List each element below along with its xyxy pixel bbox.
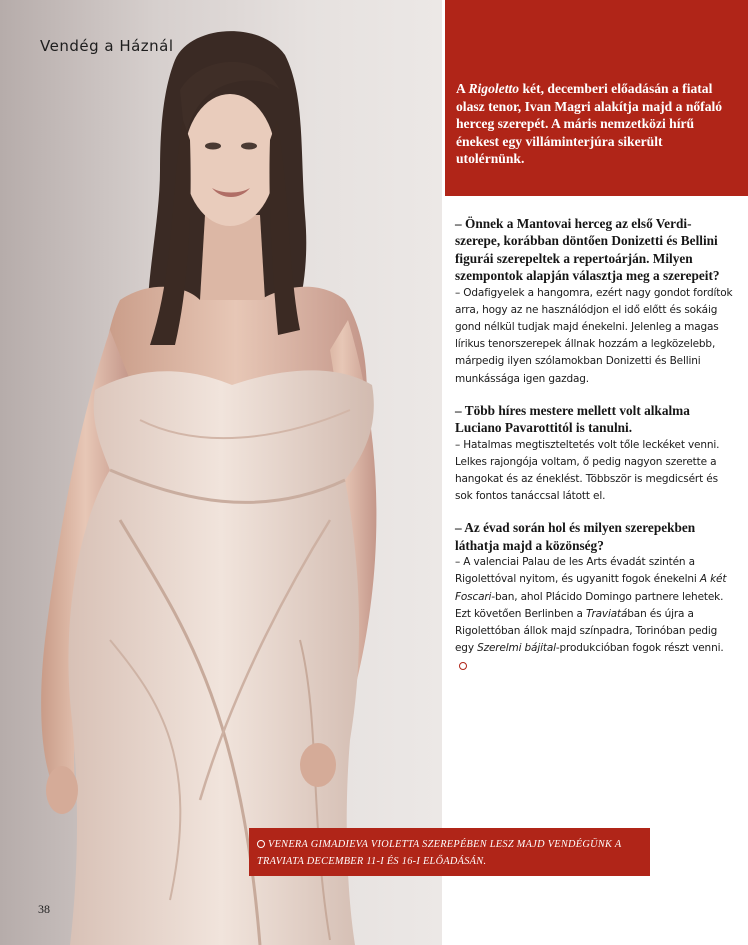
answer: – Odafigyelek a hangomra, ezért nagy gondot fordítok arra, hogy az ne használódjon el idő előtt és sokáig gond nélkül tudjak majd énekelni. Jelenleg a magas lírikus tenorszerepek állnak hozzám a legközelebb, márpedig ilyen szólamokban Donizetti és Bellini munkássága igen gazdag. (455, 286, 733, 385)
intro-text-part: A (456, 81, 469, 96)
answer-text: -ban, ahol Plácido Domingo partnere lehetek. Ezt követően Berlinben a (455, 590, 724, 620)
section-label: Vendég a Háznál (40, 37, 174, 55)
answer-text: ban és újra a Rigolettóban állok majd színpadra, Torinóban pedig egy (455, 607, 718, 655)
end-of-article-icon (459, 662, 467, 670)
interview-block (455, 215, 733, 388)
question: – Több híres mestere mellett volt alkalma Luciano Pavarottitól is tanulni. (455, 402, 690, 436)
eye-left (205, 143, 221, 150)
answer: – Hatalmas megtiszteltetés volt tőle leckéket venni. Lelkes rajongója voltam, ő pedig nagyon szerette a hangokat és az éneklést. Többször is megdicsért és sok fontos tanáccsal látott el. (455, 438, 720, 503)
answer (455, 554, 733, 674)
photo-caption (257, 837, 642, 870)
answer-italic-title: A két Foscari (455, 573, 727, 603)
caption-text: VENERA GIMADIEVA VIOLETTA SZEREPÉBEN LESZ MAJD VENDÉGÜNK A TRAVIATA DECEMBER 11-I ÉS 16-I ELŐADÁSÁN. (257, 839, 622, 867)
page-number: 38 (38, 902, 50, 916)
interview-block (455, 402, 733, 506)
question: – Önnek a Mantovai herceg az első Verdi-szerepe, korábban döntően Donizetti és Bellini figurái szerepeltek a repertoárján. Milyen szempontok alapján választja meg a szerepeit? (455, 216, 720, 284)
hand-right (300, 743, 336, 787)
intro-paragraph (456, 80, 724, 168)
interview-block (455, 519, 733, 674)
intro-text-part: két, decemberi előadásán a fiatal olasz tenor, Ivan Magri alakítja majd a nőfaló herceg szerepét. A máris nemzetközi hírű énekest egy villáminterjúra sikerült utolérnünk. (456, 81, 723, 167)
caption-circle-icon (257, 840, 265, 848)
hand-left (46, 766, 78, 814)
neck (200, 215, 265, 300)
question: – Az évad során hol és milyen szerepekben láthatja majd a közönség? (455, 520, 696, 553)
face (184, 94, 276, 226)
answer-text: -produkcióban fogok részt venni. (555, 642, 724, 655)
eye-right (241, 143, 257, 150)
interview-column (455, 215, 733, 689)
intro-italic-title: Rigoletto (468, 81, 520, 96)
answer-italic-title: Szerelmi bájital (477, 642, 556, 655)
photo-caption-box (249, 828, 650, 876)
answer-text: – A valenciai Palau de les Arts évadát szintén a Rigolettóval nyitom, és ugyanitt fogok énekelni (455, 556, 700, 586)
answer-italic-title: Traviatá (586, 607, 628, 620)
